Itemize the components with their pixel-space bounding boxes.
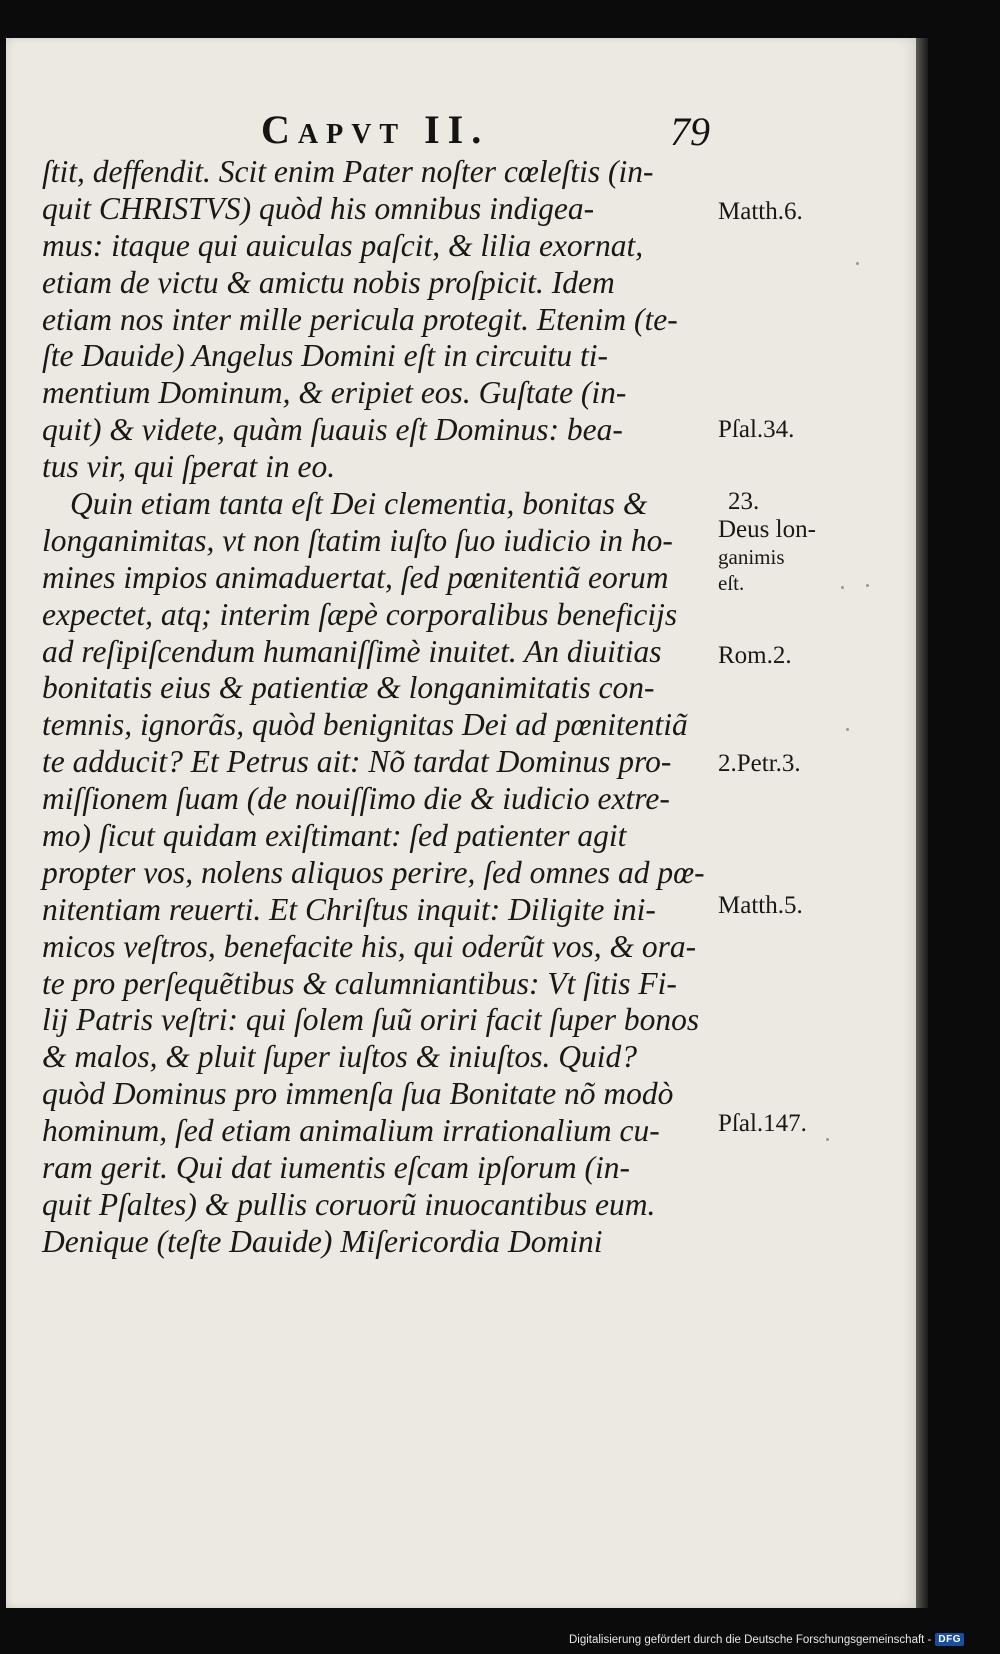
paper-speck <box>846 728 849 731</box>
text-line: Quin etiam tanta eſt Dei clementia, bonitas & <box>70 486 648 522</box>
margin-note-deus-line1: Deus lon- <box>718 516 816 543</box>
margin-note-psal147: Pſal.147. <box>718 1110 807 1137</box>
text-line: temnis, ignorãs, quòd benignitas Dei ad pœnitentiã <box>42 707 688 743</box>
margin-note-psal34: Pſal.34. <box>718 416 795 443</box>
text-line: Denique (teſte Dauide) Miſericordia Domini <box>42 1223 603 1259</box>
text-line: ad reſipiſcendum humaniſſimè inuitet. An diuitias <box>42 633 662 669</box>
margin-note-matth6: Matth.6. <box>718 198 803 225</box>
digitization-credit <box>569 1633 964 1646</box>
paper-speck <box>826 1138 829 1141</box>
text-line: te adducit? Et Petrus ait: Nõ tardat Dominus pro- <box>42 744 672 780</box>
text-line: micos veſtros, benefacite his, qui oderũt vos, & ora- <box>42 928 697 964</box>
text-line: quit CHRISTVS) quòd his omnibus indigea- <box>42 190 595 226</box>
running-head: Capvt II. <box>261 107 490 152</box>
paper-speck <box>841 586 844 589</box>
margin-note-matth5: Matth.5. <box>718 892 803 919</box>
text-line: lij Patris veſtri: qui ſolem ſuũ oriri facit ſuper bonos <box>42 1002 700 1038</box>
margin-note-deus-line2: ganimis <box>718 545 785 569</box>
text-line: quit Pſaltes) & pullis coruorũ inuocantibus eum. <box>42 1186 656 1222</box>
credit-text: Digitalisierung gefördert durch die Deutsche Forschungsgemeinschaft - <box>568 1633 932 1646</box>
text-line: hominum, ſed etiam animalium irrationalium cu- <box>42 1113 660 1149</box>
text-line: etiam nos inter mille pericula protegit. Etenim (te- <box>42 301 678 337</box>
book-page <box>6 38 916 1608</box>
dfg-logo: DFG <box>935 1633 964 1646</box>
body-text <box>42 154 710 1261</box>
text-line: etiam de victu & amictu nobis proſpicit. Idem <box>42 264 615 300</box>
text-line: quit) & videte, quàm ſuauis eſt Dominus: bea- <box>42 412 623 448</box>
text-line: miſſionem ſuam (de nouiſſimo die & iudicio extre- <box>42 781 670 817</box>
text-line: mus: itaque qui auiculas paſcit, & lilia exornat, <box>42 227 644 263</box>
text-line: te pro perſequẽtibus & calumniantibus: Vt ſitis Fi- <box>42 965 677 1001</box>
text-line: mentium Dominum, & eripiet eos. Guſtate (in- <box>42 375 627 411</box>
text-line: bonitatis eius & patientiæ & longanimitatis con- <box>42 670 655 706</box>
text-line: expectet, atq; interim ſæpè corporalibus beneficijs <box>42 596 678 632</box>
page-number: 79 <box>670 109 710 154</box>
text-line: mines impios animaduertat, ſed pœnitentiã eorum <box>42 559 669 595</box>
text-line: & malos, & pluit ſuper iuſtos & iniuſtos. Quid? <box>42 1039 638 1075</box>
text-line: mo) ſicut quidam exiſtimant: ſed patienter agit <box>42 818 627 854</box>
paper-speck <box>866 584 869 587</box>
margin-note-petr3: 2.Petr.3. <box>718 750 801 777</box>
margin-note-verse: 23. <box>728 488 760 515</box>
paper-speck <box>856 262 859 265</box>
text-line: ſtit, deffendit. Scit enim Pater noſter cœleſtis (in- <box>42 154 654 189</box>
margin-note-rom2: Rom.2. <box>718 642 792 669</box>
text-line: ſte Dauide) Angelus Domini eſt in circuitu ti- <box>42 338 609 374</box>
margin-note-deus-line3: eſt. <box>718 571 745 595</box>
text-line: longanimitas, vt non ſtatim iuſto ſuo iudicio in ho- <box>42 522 673 558</box>
text-line: nitentiam reuerti. Et Chriſtus inquit: Diligite ini- <box>42 891 656 927</box>
text-line: propter vos, nolens aliquos perire, ſed omnes ad pœ- <box>42 854 705 890</box>
text-line: ram gerit. Qui dat iumentis eſcam ipſorum (in- <box>42 1150 630 1186</box>
text-line: tus vir, qui ſperat in eo. <box>42 449 336 485</box>
text-line: quòd Dominus pro immenſa ſua Bonitate nõ modò <box>42 1076 674 1112</box>
